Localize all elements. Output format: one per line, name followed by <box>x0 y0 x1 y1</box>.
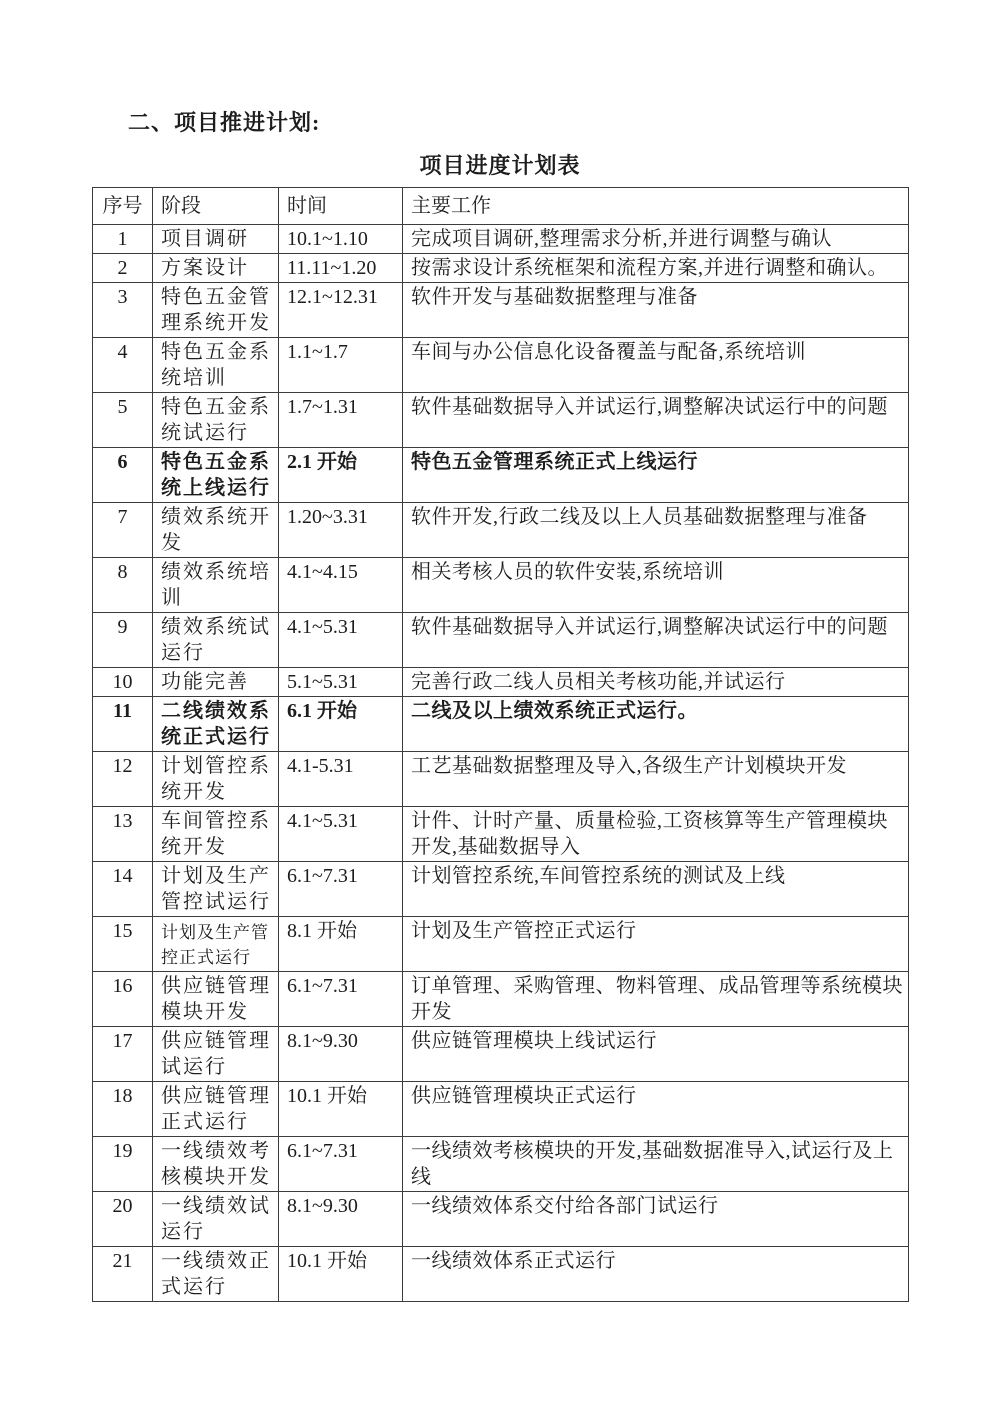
row-number-cell: 7 <box>93 503 153 558</box>
row-stage-cell: 绩效系统开发 <box>153 503 279 558</box>
row-stage-cell: 计划管控系统开发 <box>153 752 279 807</box>
table-row <box>93 697 909 752</box>
table-row <box>93 254 909 283</box>
row-work-cell: 订单管理、采购管理、物料管理、成品管理等系统模块开发 <box>403 972 909 1027</box>
row-number-cell: 4 <box>93 338 153 393</box>
row-work-cell: 车间与办公信息化设备覆盖与配备,系统培训 <box>403 338 909 393</box>
row-work-cell: 软件基础数据导入并试运行,调整解决试运行中的问题 <box>403 393 909 448</box>
table-row <box>93 1192 909 1247</box>
row-time-cell: 12.1~12.31 <box>279 283 403 338</box>
row-time-cell: 5.1~5.31 <box>279 668 403 697</box>
row-work-cell: 软件基础数据导入并试运行,调整解决试运行中的问题 <box>403 613 909 668</box>
row-stage-cell: 项目调研 <box>153 225 279 254</box>
row-number-cell: 10 <box>93 668 153 697</box>
row-stage-cell: 功能完善 <box>153 668 279 697</box>
row-stage-cell: 特色五金系统试运行 <box>153 393 279 448</box>
row-number-cell: 21 <box>93 1247 153 1302</box>
row-time-cell: 4.1~5.31 <box>279 807 403 862</box>
row-work-cell: 完成项目调研,整理需求分析,并进行调整与确认 <box>403 225 909 254</box>
table-row <box>93 1137 909 1192</box>
table-header-row <box>93 188 909 225</box>
row-time-cell: 6.1~7.31 <box>279 1137 403 1192</box>
row-stage-cell: 一线绩效正式运行 <box>153 1247 279 1302</box>
row-stage-cell: 供应链管理模块开发 <box>153 972 279 1027</box>
row-time-cell: 1.7~1.31 <box>279 393 403 448</box>
table-row <box>93 558 909 613</box>
row-time-cell: 8.1~9.30 <box>279 1027 403 1082</box>
row-number-cell: 16 <box>93 972 153 1027</box>
row-work-cell: 特色五金管理系统正式上线运行 <box>403 448 909 503</box>
row-number-cell: 11 <box>93 697 153 752</box>
row-number-cell: 18 <box>93 1082 153 1137</box>
row-stage-cell: 计划及生产管控试运行 <box>153 862 279 917</box>
table-row <box>93 283 909 338</box>
row-time-cell: 1.20~3.31 <box>279 503 403 558</box>
row-time-cell: 6.1~7.31 <box>279 972 403 1027</box>
row-stage-cell: 特色五金系统上线运行 <box>153 448 279 503</box>
row-work-cell: 一线绩效考核模块的开发,基础数据准导入,试运行及上线 <box>403 1137 909 1192</box>
row-stage-cell: 一线绩效考核模块开发 <box>153 1137 279 1192</box>
row-stage-cell: 计划及生产管控正式运行 <box>153 917 279 972</box>
row-time-cell: 6.1~7.31 <box>279 862 403 917</box>
table-row <box>93 1247 909 1302</box>
row-work-cell: 软件开发,行政二线及以上人员基础数据整理与准备 <box>403 503 909 558</box>
table-row <box>93 448 909 503</box>
row-time-cell: 4.1~4.15 <box>279 558 403 613</box>
row-work-cell: 计件、计时产量、质量检验,工资核算等生产管理模块开发,基础数据导入 <box>403 807 909 862</box>
table-row <box>93 862 909 917</box>
row-time-cell: 10.1 开始 <box>279 1247 403 1302</box>
table-row <box>93 503 909 558</box>
row-time-cell: 8.1 开始 <box>279 917 403 972</box>
row-stage-cell: 特色五金系统培训 <box>153 338 279 393</box>
row-time-cell: 2.1 开始 <box>279 448 403 503</box>
row-number-cell: 5 <box>93 393 153 448</box>
row-work-cell: 完善行政二线人员相关考核功能,并试运行 <box>403 668 909 697</box>
row-time-cell: 8.1~9.30 <box>279 1192 403 1247</box>
row-work-cell: 相关考核人员的软件安装,系统培训 <box>403 558 909 613</box>
header-stage: 阶段 <box>153 188 279 225</box>
table-row <box>93 225 909 254</box>
row-stage-cell: 二线绩效系统正式运行 <box>153 697 279 752</box>
row-stage-cell: 供应链管理试运行 <box>153 1027 279 1082</box>
project-schedule-table <box>92 187 909 1302</box>
row-work-cell: 一线绩效体系交付给各部门试运行 <box>403 1192 909 1247</box>
row-stage-cell: 方案设计 <box>153 254 279 283</box>
row-number-cell: 13 <box>93 807 153 862</box>
table-row <box>93 338 909 393</box>
table-row <box>93 917 909 972</box>
row-stage-cell: 特色五金管理系统开发 <box>153 283 279 338</box>
header-time: 时间 <box>279 188 403 225</box>
row-work-cell: 按需求设计系统框架和流程方案,并进行调整和确认。 <box>403 254 909 283</box>
row-stage-cell: 供应链管理正式运行 <box>153 1082 279 1137</box>
row-number-cell: 6 <box>93 448 153 503</box>
row-time-cell: 10.1 开始 <box>279 1082 403 1137</box>
row-work-cell: 计划管控系统,车间管控系统的测试及上线 <box>403 862 909 917</box>
table-row <box>93 972 909 1027</box>
row-time-cell: 1.1~1.7 <box>279 338 403 393</box>
row-number-cell: 2 <box>93 254 153 283</box>
row-number-cell: 17 <box>93 1027 153 1082</box>
table-row <box>93 1027 909 1082</box>
header-work: 主要工作 <box>403 188 909 225</box>
row-time-cell: 4.1~5.31 <box>279 613 403 668</box>
header-no: 序号 <box>93 188 153 225</box>
table-row <box>93 1082 909 1137</box>
row-number-cell: 14 <box>93 862 153 917</box>
row-number-cell: 3 <box>93 283 153 338</box>
row-number-cell: 9 <box>93 613 153 668</box>
row-number-cell: 8 <box>93 558 153 613</box>
row-work-cell: 软件开发与基础数据整理与准备 <box>403 283 909 338</box>
table-row <box>93 613 909 668</box>
table-row <box>93 807 909 862</box>
table-row <box>93 668 909 697</box>
table-title: 项目进度计划表 <box>419 153 581 178</box>
row-number-cell: 12 <box>93 752 153 807</box>
row-stage-cell: 绩效系统试运行 <box>153 613 279 668</box>
table-row <box>93 393 909 448</box>
row-work-cell: 一线绩效体系正式运行 <box>403 1247 909 1302</box>
schedule-table-body <box>93 225 909 1302</box>
row-time-cell: 10.1~1.10 <box>279 225 403 254</box>
row-number-cell: 15 <box>93 917 153 972</box>
section-heading: 二、项目推进计划: <box>128 110 321 135</box>
row-time-cell: 6.1 开始 <box>279 697 403 752</box>
row-time-cell: 11.11~1.20 <box>279 254 403 283</box>
row-work-cell: 二线及以上绩效系统正式运行。 <box>403 697 909 752</box>
row-stage-cell: 一线绩效试运行 <box>153 1192 279 1247</box>
row-work-cell: 计划及生产管控正式运行 <box>403 917 909 972</box>
row-number-cell: 19 <box>93 1137 153 1192</box>
row-work-cell: 工艺基础数据整理及导入,各级生产计划模块开发 <box>403 752 909 807</box>
row-number-cell: 1 <box>93 225 153 254</box>
row-time-cell: 4.1-5.31 <box>279 752 403 807</box>
row-number-cell: 20 <box>93 1192 153 1247</box>
row-stage-cell: 绩效系统培训 <box>153 558 279 613</box>
table-row <box>93 752 909 807</box>
row-work-cell: 供应链管理模块正式运行 <box>403 1082 909 1137</box>
row-work-cell: 供应链管理模块上线试运行 <box>403 1027 909 1082</box>
row-stage-cell: 车间管控系统开发 <box>153 807 279 862</box>
